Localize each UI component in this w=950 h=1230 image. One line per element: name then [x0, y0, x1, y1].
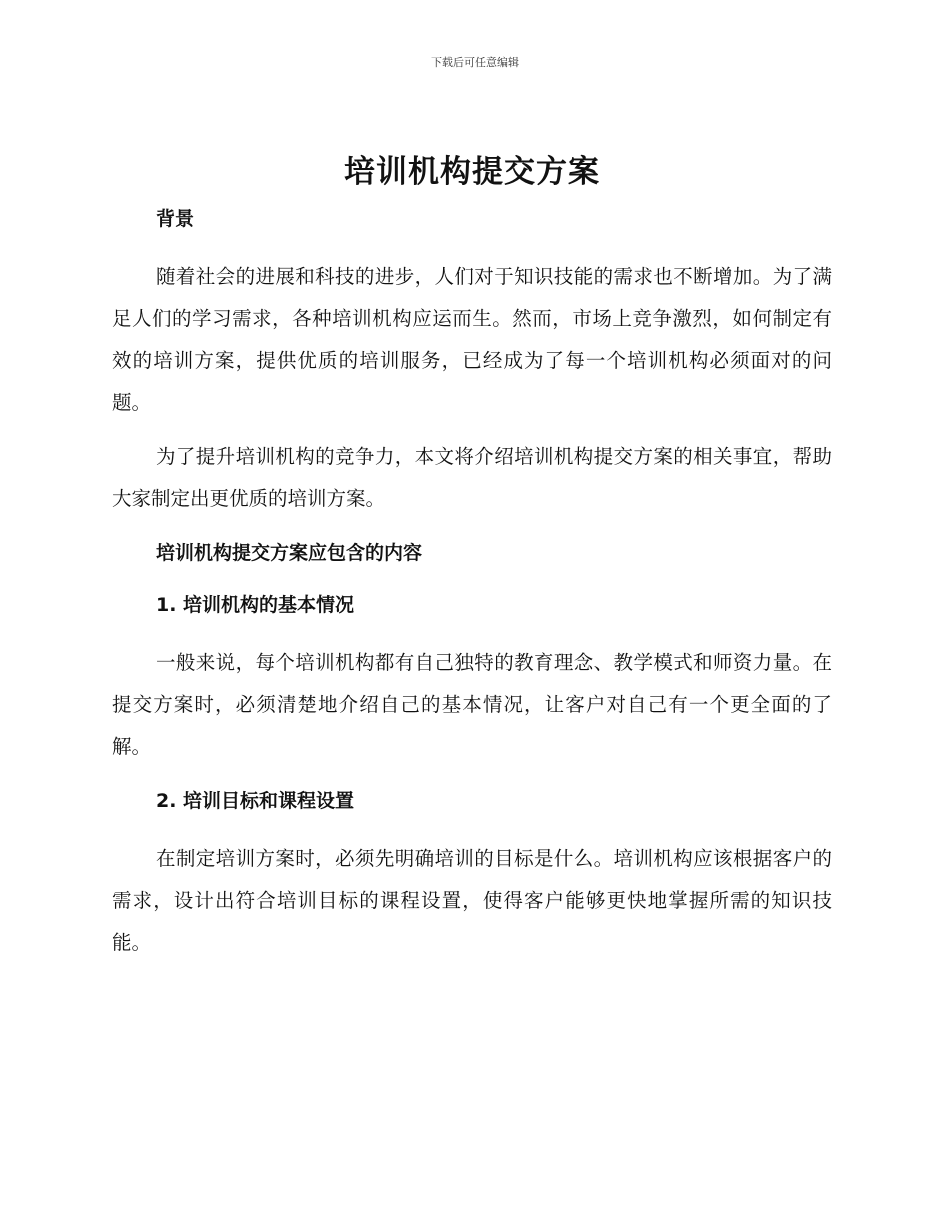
- section-heading-background: 背景: [156, 208, 195, 230]
- document-body: [112, 150, 832, 976]
- paragraph-background-1: 随着社会的进展和科技的进步，人们对于知识技能的需求也不断增加。为了满足人们的学习需求，各种培训机构应运而生。然而，市场上竞争激烈，如何制定有效的培训方案，提供优质的培训服务，已经成为了每一个培训机构必须面对的问题。: [112, 265, 832, 414]
- document-title: 培训机构提交方案: [344, 154, 600, 190]
- paragraph-background-2: 为了提升培训机构的竞争力，本文将介绍培训机构提交方案的相关事宜，帮助大家制定出更优质的培训方案。: [112, 445, 832, 510]
- section-heading-contents: 培训机构提交方案应包含的内容: [156, 542, 423, 564]
- subsection-heading-goals-courses: 2. 培训目标和课程设置: [156, 790, 355, 812]
- paragraph-goals-courses: 在制定培训方案时，必须先明确培训的目标是什么。培训机构应该根据客户的需求，设计出符合培训目标的课程设置，使得客户能够更快地掌握所需的知识技能。: [112, 847, 832, 954]
- paragraph-basic-info: 一般来说，每个培训机构都有自己独特的教育理念、教学模式和师资力量。在提交方案时，必须清楚地介绍自己的基本情况，让客户对自己有一个更全面的了解。: [112, 651, 832, 758]
- page-header-note: 下载后可任意编辑: [431, 56, 519, 69]
- subsection-heading-basic-info: 1. 培训机构的基本情况: [156, 594, 355, 616]
